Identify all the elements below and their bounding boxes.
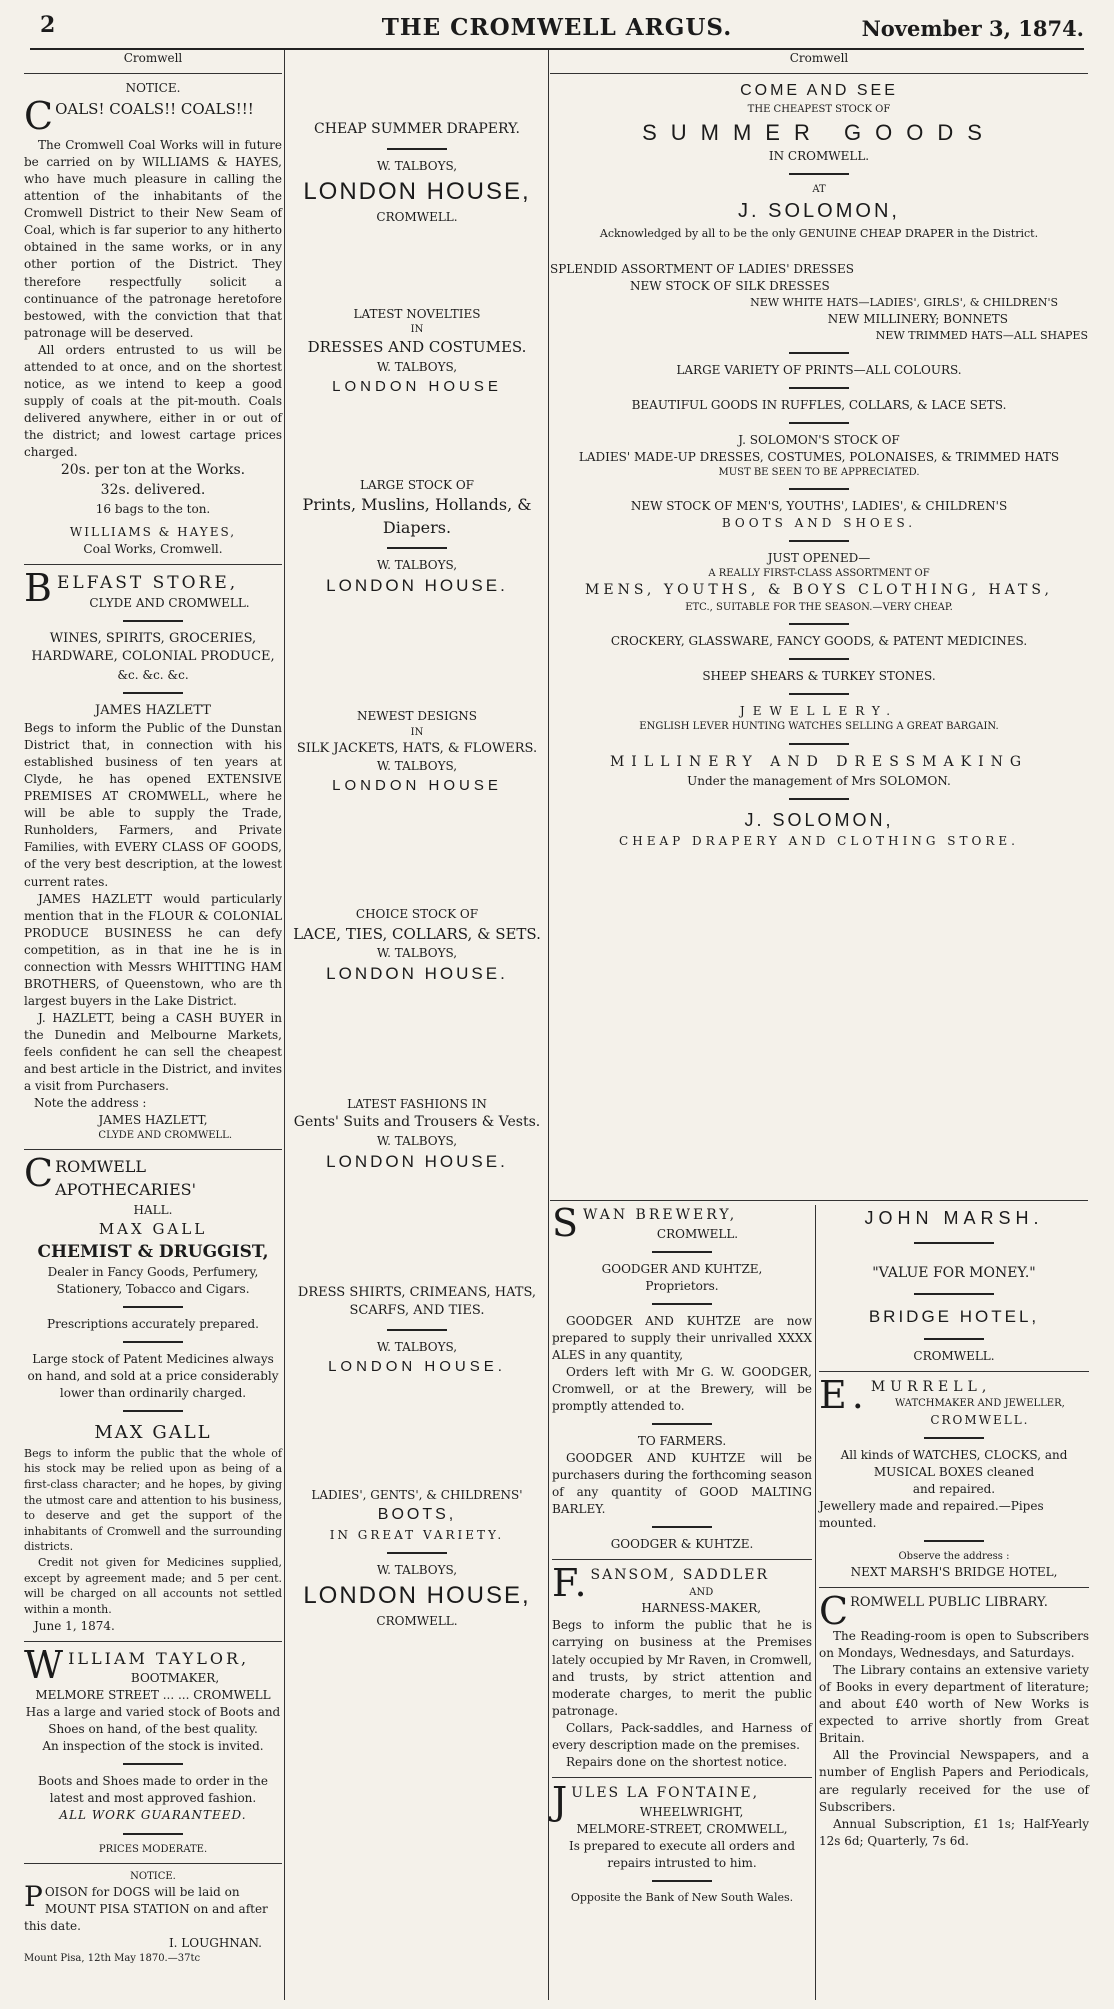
belfast-name: JAMES HAZLETT	[95, 702, 211, 718]
solomon-line: CROCKERY, GLASSWARE, FANCY GOODS, & PATENT MEDICINES.	[610, 634, 1028, 649]
talboys-ad-subheading: DRESSES AND COSTUMES.	[307, 338, 527, 357]
belfast-title: BELFAST STORE,	[24, 565, 239, 610]
talboys-cromwell: CROMWELL.	[376, 1614, 458, 1629]
coal-text-2: All orders entrusted to us will be attended to at once, and on the shortest notice, as we intend to keep a good supply of coals at the pit-mouth. Coals delivered anywhere, either in or out of the district; and lowest cartage prices charged.	[24, 342, 282, 459]
belfast-place: CLYDE AND CROMWELL.	[98, 1129, 232, 1141]
taylor-text-2: An inspection of the stock is invited.	[42, 1739, 264, 1754]
swan-text: GOODGER AND KUHTZE are now prepared to supply their unrivalled XXXX ALES in any quantity,	[552, 1313, 812, 1363]
solomon-name: J. SOLOMON,	[738, 200, 900, 223]
talboys-ad-heading: CHEAP SUMMER DRAPERY.	[314, 121, 520, 137]
apoth-prescriptions: Prescriptions accurately prepared.	[47, 1317, 259, 1332]
column-3b	[819, 1206, 1089, 1850]
apoth-name: MAX GALL	[98, 1219, 208, 1238]
sansom-text-2: Collars, Pack-saddles, and Harness of every description made on the premises.	[552, 1720, 812, 1752]
solomon-line: NEW WHITE HATS—LADIES', GIRLS', & CHILDREN'S	[750, 296, 1058, 310]
swan-title: SWAN BREWERY,	[552, 1201, 738, 1245]
apoth-dealer: Dealer in Fancy Goods, Perfumery, Stationery, Tobacco and Cigars.	[47, 1265, 259, 1297]
talboys-name: W. TALBOYS,	[376, 359, 458, 374]
swan-text-2: Orders left with Mr G. W. GOODGER, Cromwell, or at the Brewery, will be promptly attended to.	[552, 1365, 812, 1414]
coal-price: 20s. per ton at the Works.	[60, 461, 246, 478]
talboys-ad-heading: DRESS SHIRTS, CRIMEANS, HATS, SCARFS, AND TIES.	[297, 1285, 537, 1319]
talboys-ad-heading: CHOICE STOCK OF	[355, 907, 479, 922]
marsh-value: "VALUE FOR MONEY."	[872, 1264, 1036, 1281]
apoth-stock: Large stock of Patent Medicines always on hand, and sold at a price considerably lower than ordinarily charged.	[27, 1352, 279, 1401]
belfast-goods: WINES, SPIRITS, GROCERIES, HARDWARE, COLONIAL PRODUCE,	[31, 630, 275, 665]
solomon-line: JUST OPENED—	[767, 551, 871, 566]
jules-opposite: Opposite the Bank of New South Wales.	[570, 1890, 794, 1904]
ad-location: Cromwell	[123, 51, 183, 65]
solomon-line: ETC., SUITABLE FOR THE SEASON.—VERY CHEAP.	[685, 602, 953, 614]
apoth-title: CROMWELL APOTHECARIES'	[24, 1151, 197, 1199]
column-2	[286, 50, 548, 1630]
solomon-line: ENGLISH LEVER HUNTING WATCHES SELLING A GREAT BARGAIN.	[639, 721, 999, 733]
solomon-line: CHEAP DRAPERY AND CLOTHING STORE.	[619, 834, 1019, 849]
talboys-ad-heading: LATEST NOVELTIES	[353, 307, 481, 322]
sansom-title: F. SANSOM, SADDLER	[552, 1561, 769, 1606]
column-divider	[548, 50, 549, 2000]
belfast-etc: &c. &c. &c.	[117, 667, 189, 682]
page-number: 2	[40, 12, 56, 38]
talboys-name: W. TALBOYS,	[376, 945, 458, 960]
belfast-text-2: JAMES HAZLETT would particularly mention that in the FLOUR & COLONIAL PRODUCE BUSINESS he can defy competition, as in that ine he is in connection with Messrs WHITTING HAM BROTHERS, of Queenstown, who are th largest buyers in the Lake District.	[24, 891, 282, 1008]
solomon-line: JEWELLERY.	[739, 704, 899, 719]
in-text: IN	[410, 726, 424, 738]
talboys-name: W. TALBOYS,	[376, 1563, 458, 1578]
talboys-name: W. TALBOYS,	[376, 158, 458, 173]
swan-signature: GOODGER & KUHTZE.	[610, 1537, 754, 1552]
solomon-in: IN CROMWELL.	[768, 149, 870, 164]
taylor-text-3: Boots and Shoes made to order in the latest and most approved fashion.	[37, 1774, 268, 1806]
section-rule	[550, 1200, 1088, 1201]
talboys-ad-heading: LATEST FASHIONS IN	[347, 1096, 487, 1111]
taylor-guarantee: ALL WORK GUARANTEED.	[59, 1808, 247, 1823]
talboys-ad-heading: LADIES', GENTS', & CHILDRENS'	[311, 1488, 523, 1503]
column-3a	[552, 1201, 812, 1905]
talboys-name: W. TALBOYS,	[376, 558, 458, 573]
apoth-hall: HALL.	[133, 1202, 173, 1217]
coal-bags: 16 bags to the ton.	[95, 501, 211, 516]
talboys-ad-heading: LARGE STOCK OF	[359, 477, 475, 492]
jules-title: JULES LA FONTAINE,	[552, 1778, 760, 1823]
solomon-line: SPLENDID ASSORTMENT OF LADIES' DRESSES	[550, 262, 854, 277]
murrell-place: CROMWELL.	[930, 1412, 1030, 1427]
london-house: LONDON HOUSE	[332, 377, 502, 395]
london-house: LONDON HOUSE.	[326, 963, 508, 983]
murrell-text: All kinds of WATCHES, CLOCKS, and MUSICAL BOXES cleaned	[840, 1447, 1068, 1479]
solomon-at: AT	[812, 184, 826, 196]
solomon-line: BEAUTIFUL GOODS IN RUFFLES, COLLARS, & LACE SETS.	[631, 397, 1007, 412]
solomon-summer: SUMMER GOODS	[642, 119, 996, 145]
london-house: LONDON HOUSE.	[326, 1151, 508, 1171]
talboys-ad-subheading: Gents' Suits and Trousers & Vests.	[293, 1114, 541, 1130]
swan-sub: CROMWELL.	[656, 1226, 739, 1241]
belfast-text: Begs to inform the Public of the Dunstan District that, in connection with his established business of ten years at Clyde, he has opened EXTENSIVE PREMISES AT CROMWELL, where he will be able to supply the Trade, Runholders, Farmers, and Private Families, with EVERY CLASS OF GOODS, of the very best description, at the lowest current rates.	[24, 721, 282, 889]
talboys-ad-subheading: LACE, TIES, COLLARS, & SETS.	[293, 924, 541, 943]
jules-trade: WHEELWRIGHT,	[639, 1804, 744, 1819]
solomon-cheapest: THE CHEAPEST STOCK OF	[747, 103, 891, 115]
taylor-address: MELMORE STREET ... ... CROMWELL	[35, 1688, 271, 1703]
talboys-name: W. TALBOYS,	[376, 1133, 458, 1148]
swan-propr: Proprietors.	[645, 1278, 719, 1293]
marsh-bridge: BRIDGE HOTEL,	[868, 1307, 1040, 1327]
solomon-line: NEW STOCK OF SILK DRESSES	[630, 279, 830, 294]
belfast-signature: JAMES HAZLETT,	[98, 1112, 208, 1127]
apoth-text: Begs to inform the public that the whole of his stock may be relied upon as being of a first-class character; and he hopes, by giving the utmost care and attention to his business, to deserve and get the support of the inhabitants of Cromwell and the surrounding districts.	[24, 1446, 282, 1554]
talboys-name: W. TALBOYS,	[376, 759, 458, 774]
sansom-trade: HARNESS-MAKER,	[641, 1601, 762, 1616]
jules-text: Is prepared to execute all orders and repairs intrusted to him.	[568, 1838, 796, 1870]
solomon-line: LARGE VARIETY OF PRINTS—ALL COLOURS.	[676, 362, 962, 377]
solomon-ack: Acknowledged by all to be the only GENUINE CHEAP DRAPER in the District.	[599, 226, 1039, 240]
taylor-text: Has a large and varied stock of Boots and Shoes on hand, of the best quality.	[25, 1705, 281, 1737]
apoth-name-2: MAX GALL	[94, 1422, 212, 1444]
apoth-text-2: Credit not given for Medicines supplied, except by agreement made; and 5 per cent. will be charged on all accounts not settled within a month.	[24, 1556, 282, 1616]
murrell-title: E. MURRELL,	[819, 1372, 992, 1417]
swan-farmers: TO FARMERS.	[637, 1434, 727, 1449]
coal-price-delivered: 32s. delivered.	[100, 481, 206, 498]
library-text-2: The Library contains an extensive variety of Books in every department of literature; and about £40 worth of New Works is expected to arrive shortly from Great Britain.	[819, 1663, 1089, 1746]
london-house: LONDON HOUSE	[332, 777, 502, 795]
murrell-trade: WATCHMAKER AND JEWELLER,	[895, 1398, 1065, 1410]
library-text-3: All the Provincial Newspapers, and a number of English Papers and Periodicals, are regularly received for the use of Subscribers.	[819, 1748, 1089, 1814]
murrell-address: NEXT MARSH'S BRIDGE HOTEL,	[850, 1565, 1058, 1580]
poison-signature: I. LOUGHNAN.	[168, 1935, 262, 1950]
solomon-line: A REALLY FIRST-CLASS ASSORTMENT OF	[708, 568, 930, 580]
london-house: LONDON HOUSE.	[328, 1357, 506, 1375]
solomon-line: J. SOLOMON,	[744, 809, 894, 830]
coal-place: Coal Works, Cromwell.	[83, 541, 223, 556]
london-house: LONDON HOUSE,	[303, 1582, 531, 1610]
murrell-text-3: Jewellery made and repaired.—Pipes mounted.	[819, 1498, 1044, 1530]
library-text: The Reading-room is open to Subscribers on Mondays, Wednesdays, and Saturdays.	[819, 1629, 1089, 1661]
column-3	[550, 50, 1088, 850]
taylor-prices: PRICES MODERATE.	[98, 1843, 208, 1855]
talboys-ad-subheading: SILK JACKETS, HATS, & FLOWERS.	[296, 740, 538, 756]
solomon-line: MENS, YOUTHS, & BOYS CLOTHING, HATS,	[585, 582, 1053, 599]
library-text-4: Annual Subscription, £1 1s; Half-Yearly 12s 6d; Quarterly, 7s 6d.	[819, 1816, 1089, 1848]
marsh-cromwell: CROMWELL.	[913, 1348, 995, 1363]
solomon-line: MILLINERY AND DRESSMAKING	[609, 753, 1029, 770]
column-1	[24, 50, 282, 1966]
swan-props: GOODGER AND KUHTZE,	[601, 1261, 763, 1276]
coal-signature: WILLIAMS & HAYES,	[69, 524, 237, 539]
london-house: LONDON HOUSE,	[303, 177, 531, 205]
marsh-title: JOHN MARSH.	[864, 1208, 1044, 1228]
talboys-ad-subheading-2: IN GREAT VARIETY.	[329, 1528, 505, 1543]
notice-heading: NOTICE.	[125, 81, 181, 96]
coal-headline: COALS! COALS!! COALS!!!	[24, 94, 254, 139]
column-divider	[815, 1205, 816, 2000]
sansom-text: Begs to inform the public that he is carrying on business at the Premises lately occupied by Mr Raven, in Cromwell, and trusts, by strict attention and moderate charges, to merit the public patronage.	[552, 1618, 812, 1718]
jules-address: MELMORE-STREET, CROMWELL,	[576, 1821, 788, 1836]
apoth-trade: CHEMIST & DRUGGIST,	[37, 1241, 269, 1262]
solomon-line: J. SOLOMON'S STOCK OF	[738, 432, 900, 447]
in-text: IN	[410, 324, 424, 336]
solomon-line: NEW STOCK OF MEN'S, YOUTHS', LADIES', & CHILDREN'S	[630, 499, 1008, 514]
apoth-date: June 1, 1874.	[34, 1618, 115, 1633]
solomon-line: LADIES' MADE-UP DRESSES, COSTUMES, POLONAISES, & TRIMMED HATS	[578, 449, 1060, 464]
london-house: LONDON HOUSE.	[326, 576, 508, 596]
issue-date: November 3, 1874.	[861, 16, 1084, 41]
taylor-trade: BOOTMAKER,	[130, 1671, 220, 1686]
talboys-ad-subheading: BOOTS,	[377, 1506, 457, 1524]
poison-footer: Mount Pisa, 12th May 1870.—37tc	[24, 1953, 201, 1964]
library-title: CROMWELL PUBLIC LIBRARY.	[819, 1589, 1048, 1634]
sansom-text-3: Repairs done on the shortest notice.	[566, 1754, 788, 1769]
coal-text: The Cromwell Coal Works will in future be carried on by WILLIAMS & HAYES, who have much pleasure in calling the attention of the inhabitants of the Cromwell District to their New Seam of Coal, which is far superior to any hitherto obtained in the same works, or in any other portion of the District. They therefore respectfully solicit a continuance of the patronage heretofore bestowed, with the conviction that that patronage will be deserved.	[24, 138, 282, 340]
swan-text-3: GOODGER AND KUHTZE will be purchasers during the forthcoming season of any quantity of GOOD MALTING BARLEY.	[552, 1451, 812, 1517]
talboys-ad-subheading: Prints, Muslins, Hollands, & Diapers.	[302, 494, 532, 537]
murrell-observe: Observe the address :	[898, 1550, 1010, 1562]
solomon-line: SHEEP SHEARS & TURKEY STONES.	[702, 669, 936, 684]
talboys-cromwell: CROMWELL.	[376, 209, 458, 224]
solomon-line: NEW MILLINERY; BONNETS	[827, 312, 1008, 327]
talboys-name: W. TALBOYS,	[376, 1339, 458, 1354]
talboys-ad-heading: NEWEST DESIGNS	[356, 709, 478, 724]
belfast-note: Note the address :	[34, 1095, 147, 1110]
paper-title: THE CROMWELL ARGUS.	[381, 14, 733, 41]
belfast-sub: CLYDE AND CROMWELL.	[89, 595, 250, 610]
solomon-line: MUST BE SEEN TO BE APPRECIATED.	[718, 466, 920, 478]
ad-location: Cromwell	[789, 51, 849, 65]
taylor-title: WILLIAM TAYLOR,	[24, 1642, 250, 1687]
sansom-and: AND	[689, 1587, 714, 1599]
belfast-text-3: J. HAZLETT, being a CASH BUYER in the Dunedin and Melbourne Markets, feels confident he can sell the cheapest and best article in the District, and invites a visit from Purchasers.	[24, 1010, 282, 1093]
solomon-line: NEW TRIMMED HATS—ALL SHAPES	[875, 329, 1088, 343]
poison-notice: NOTICE.	[130, 1870, 176, 1882]
murrell-text-2: and repaired.	[912, 1481, 996, 1496]
poison-text: POISON for DOGS will be laid on MOUNT PISA STATION on and after this date.	[24, 1879, 268, 1933]
solomon-line: Under the management of Mrs SOLOMON.	[687, 773, 951, 788]
column-divider	[284, 50, 285, 2000]
solomon-line: BOOTS AND SHOES.	[721, 516, 917, 531]
solomon-come: COME AND SEE	[740, 82, 898, 100]
masthead	[30, 10, 1084, 50]
